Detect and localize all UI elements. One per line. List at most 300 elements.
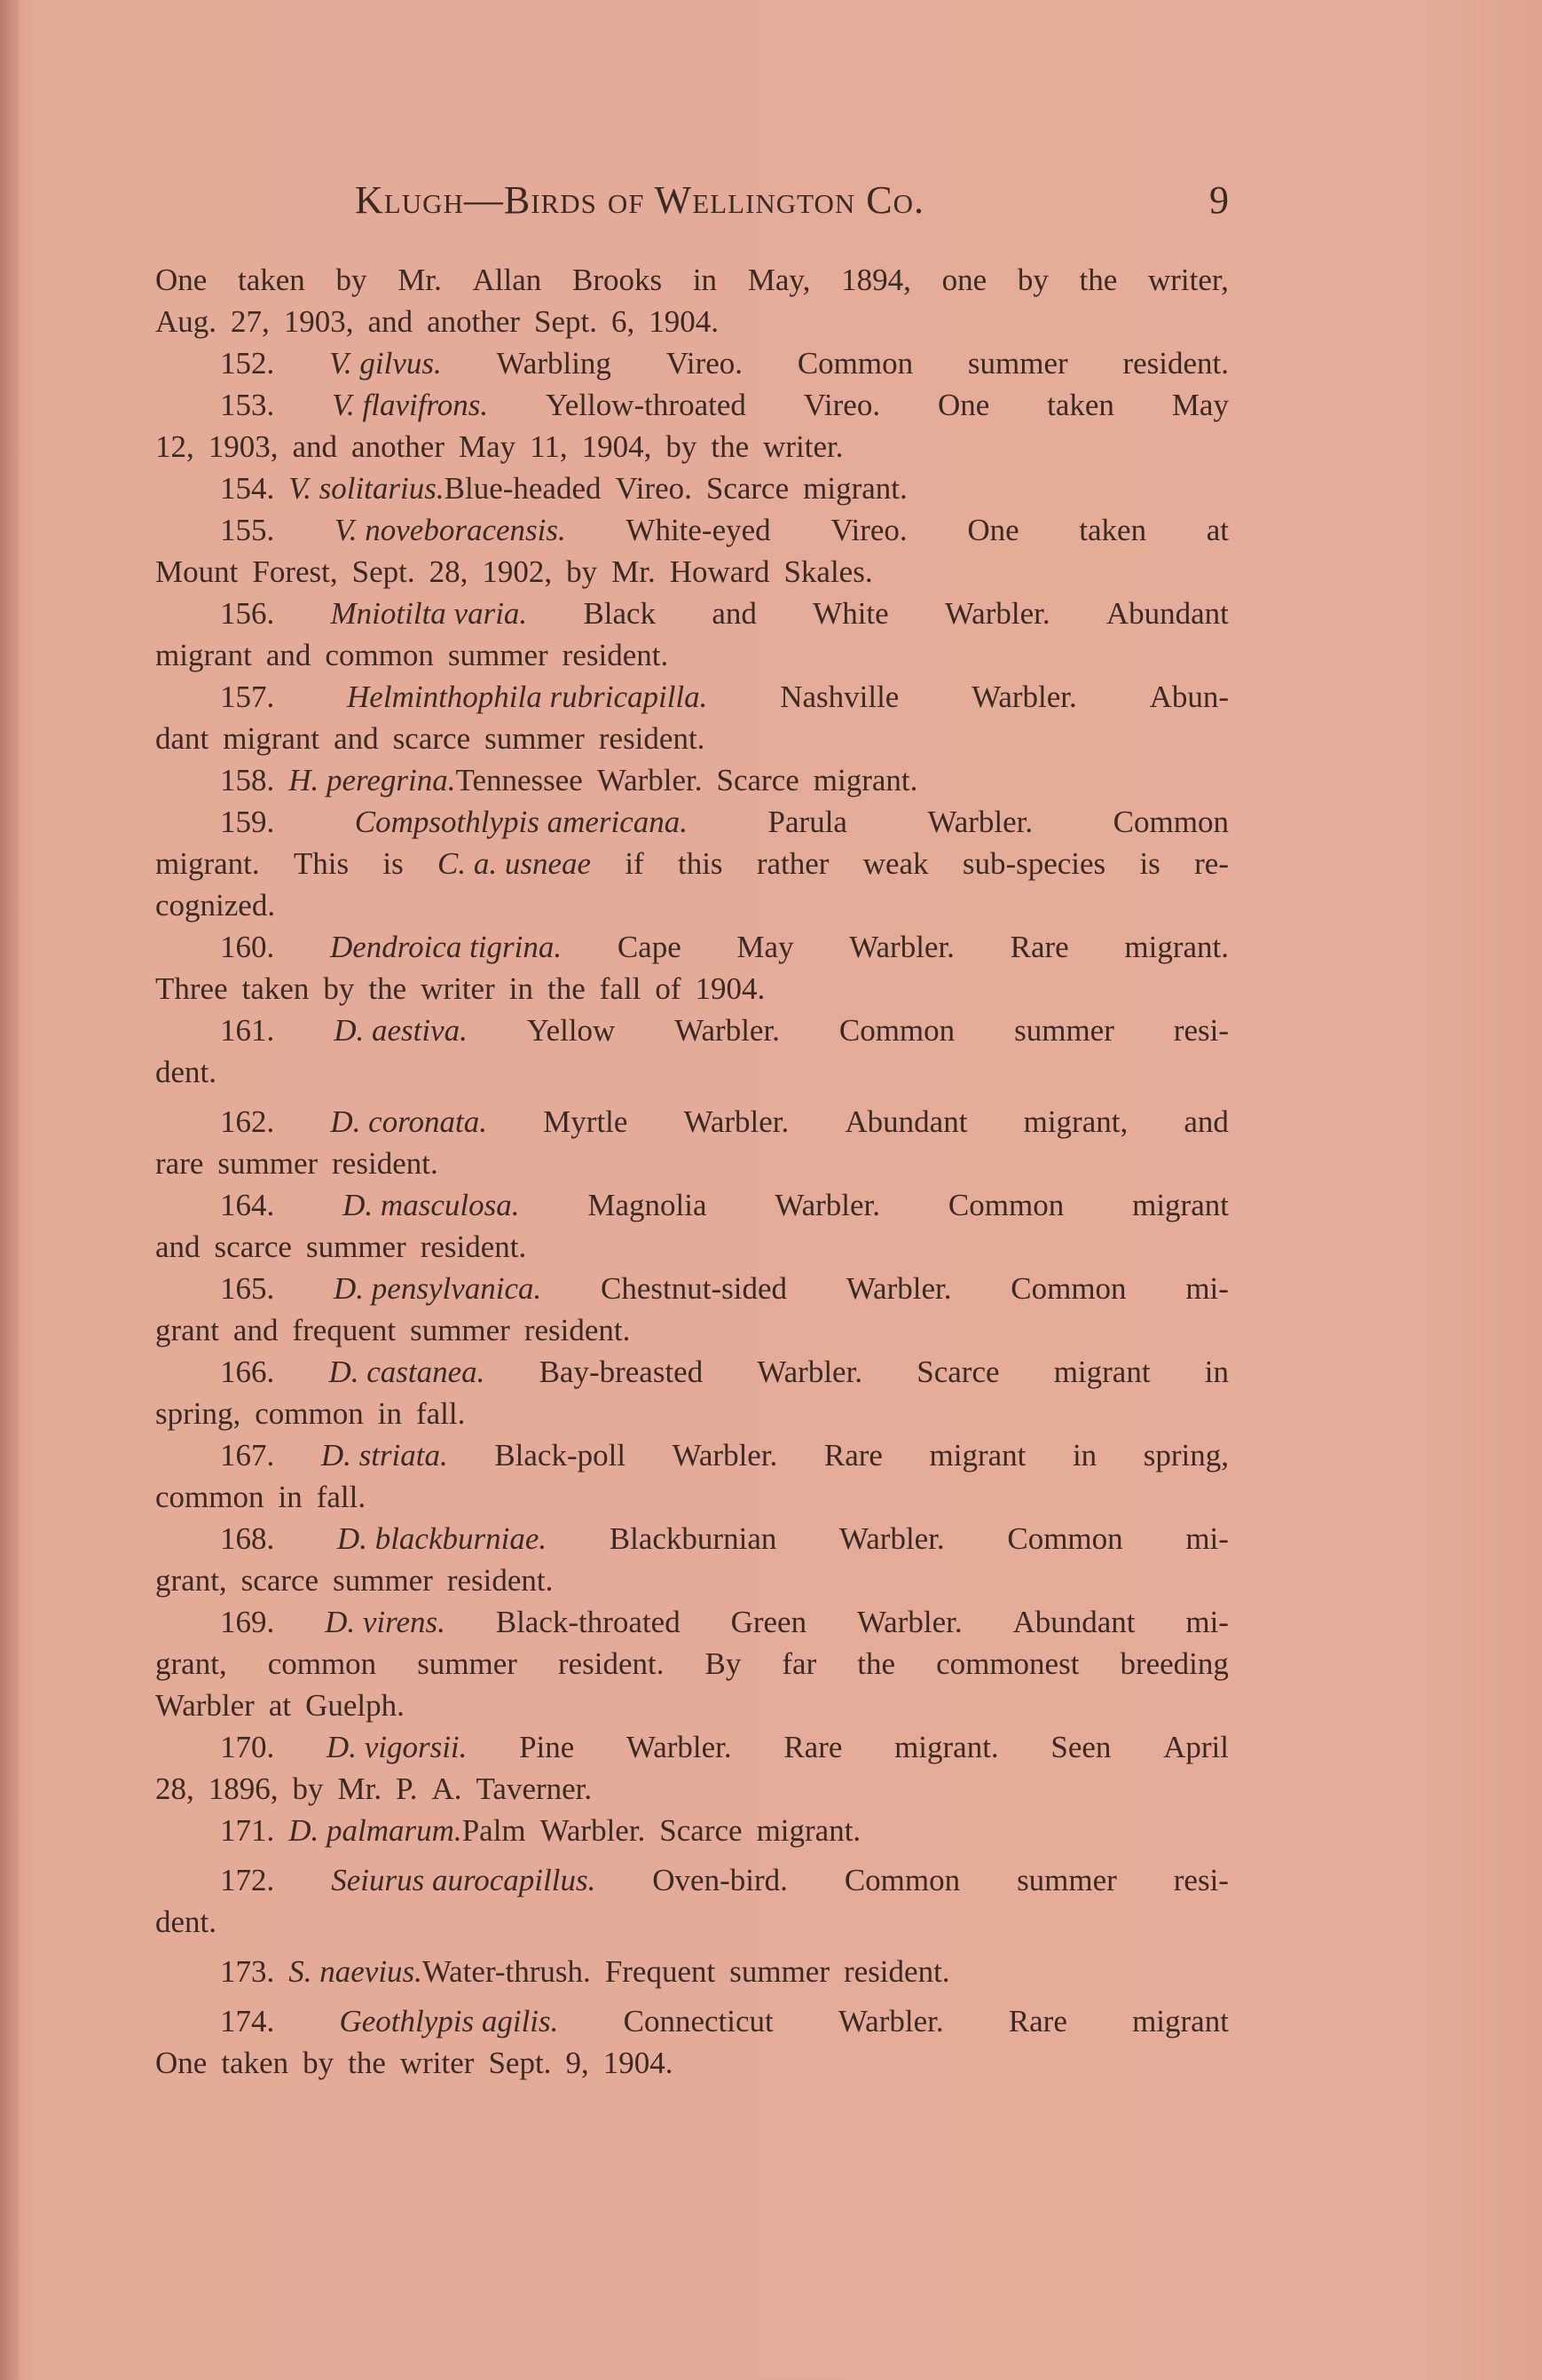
species-name: Seiurus aurocapillus. [331, 1863, 596, 1897]
word: resident. [523, 1313, 631, 1347]
species-name: Mniotilta varia. [330, 596, 528, 631]
word: Cape [617, 930, 681, 964]
word: taken [221, 2046, 289, 2080]
word: dent. [155, 1905, 217, 1939]
word: One [937, 388, 990, 422]
entry-number: 157. [220, 679, 275, 714]
species-name: D. virens. [325, 1605, 445, 1639]
word: commonest [936, 1646, 1080, 1681]
word: resident. [598, 721, 705, 756]
word: Blackburnian [609, 1521, 777, 1556]
word: weak [862, 846, 929, 881]
text-line [155, 1146, 1229, 1188]
word: by [566, 554, 598, 589]
entry-number: 173. [220, 1954, 275, 1989]
word: Mr. [611, 554, 656, 589]
species-name: Dendroica tigrina. [329, 930, 563, 964]
text-line [155, 763, 1229, 805]
word: resident. [420, 1229, 527, 1264]
text-line [155, 1563, 1229, 1605]
word: scarce [240, 1563, 319, 1598]
species-name: V. noveboracensis. [334, 513, 566, 547]
entry-number: 168. [220, 1521, 275, 1556]
species-name: D. palmarum. [288, 1813, 462, 1848]
word: writer, [1147, 263, 1229, 297]
word: P. [396, 1771, 418, 1806]
word: Nashville [780, 679, 900, 714]
text-line [155, 1104, 1229, 1146]
word: in [692, 263, 718, 297]
word: Allan [472, 263, 542, 297]
entry-number: 153. [220, 388, 275, 422]
entry-number: 155. [220, 513, 275, 547]
entry-number: 167. [220, 1438, 275, 1473]
word: the [857, 1646, 896, 1681]
word: resi- [1173, 1863, 1229, 1897]
text-line [155, 930, 1229, 971]
page-binding-edge [0, 0, 20, 2380]
word: Abundant [1105, 596, 1229, 631]
word: 6, [611, 304, 635, 339]
word: Abundant [845, 1104, 968, 1139]
word: dant [155, 721, 209, 756]
word: Warbling [496, 346, 611, 381]
entry-number: 152. [220, 346, 275, 381]
word: and [1184, 1104, 1229, 1139]
word: mi- [1185, 1271, 1229, 1306]
word: Common [838, 1013, 956, 1048]
text-line [155, 1605, 1229, 1646]
word: Mr. [337, 1771, 382, 1806]
word: Warbler. [856, 1605, 963, 1639]
word: resident. [844, 1954, 950, 1989]
word: and [712, 596, 757, 631]
text-line [155, 846, 1229, 888]
word: fall [599, 971, 641, 1006]
word: Warbler. [596, 763, 703, 797]
word: resident. [446, 1563, 554, 1598]
word: resident. [562, 638, 669, 672]
text-line [155, 1730, 1229, 1771]
word: 1904. [602, 2046, 673, 2080]
word: cognized. [155, 888, 276, 923]
species-name: Geothlypis agilis. [339, 2004, 559, 2038]
word: Common [1011, 1271, 1127, 1306]
word: migrant. [813, 763, 918, 797]
word: One [155, 263, 208, 297]
word: Sept. [534, 304, 598, 339]
word: spring, [155, 1396, 241, 1431]
entry-number: 166. [220, 1355, 275, 1389]
word: one [941, 263, 987, 297]
word: summer [305, 1229, 406, 1264]
text-line [155, 304, 1229, 346]
word: this [677, 846, 723, 881]
word: writer [421, 971, 495, 1006]
text-line [155, 888, 1229, 930]
word: Common [797, 346, 914, 381]
entry-number: 159. [220, 805, 275, 839]
word: White [813, 596, 889, 631]
text-line [155, 1229, 1229, 1271]
species-name: D. aestiva. [334, 1013, 468, 1048]
word: Scarce [917, 1355, 1000, 1389]
species-name: Helminthophila rubricapilla. [347, 679, 708, 714]
species-name: C. a. usneae [437, 846, 592, 881]
word: rare [155, 1146, 204, 1181]
word: summer [1014, 1013, 1114, 1048]
word: by [323, 971, 355, 1006]
word: the [547, 971, 586, 1006]
word: Brooks [572, 263, 663, 297]
word: Black-throated [495, 1605, 681, 1639]
word: far [782, 1646, 817, 1681]
word: summer [217, 1146, 319, 1181]
word: Warbler. [625, 1730, 732, 1764]
word: Warbler [155, 1688, 255, 1723]
word: 1896, [208, 1771, 279, 1806]
word: Common [1113, 805, 1229, 839]
word: taken [1047, 388, 1114, 422]
word: and [232, 1313, 279, 1347]
word: Black-poll [494, 1438, 626, 1473]
word: at [1206, 513, 1229, 547]
word: another [427, 304, 521, 339]
word: Seen [1050, 1730, 1112, 1764]
text-line [155, 1480, 1229, 1521]
word: mi- [1185, 1521, 1229, 1556]
word: Warbler. [839, 1521, 945, 1556]
word: Sept. [351, 554, 415, 589]
word: 28, [429, 554, 468, 589]
word: migrant. [803, 471, 908, 506]
page-number: 9 [1209, 178, 1229, 222]
word: migrant [155, 638, 252, 672]
word: Howard [669, 554, 770, 589]
word: May [1171, 388, 1229, 422]
word: Rare [1010, 930, 1069, 964]
word: Rare [783, 1730, 843, 1764]
word: Warbler. [944, 596, 1050, 631]
word: frequent [292, 1313, 397, 1347]
word: migrant [223, 721, 320, 756]
word: resi- [1173, 1013, 1229, 1048]
word: April [1163, 1730, 1229, 1764]
word: Warbler. [539, 1813, 646, 1848]
word: Green [730, 1605, 807, 1639]
word: May [736, 930, 794, 964]
word: re- [1194, 846, 1229, 881]
text-line [155, 429, 1229, 471]
entry-number: 160. [220, 930, 275, 964]
word: fall. [415, 1396, 466, 1431]
word: One [967, 513, 1019, 547]
word: if [625, 846, 644, 881]
word: in [508, 971, 533, 1006]
word: Pine [519, 1730, 575, 1764]
word: migrant [1132, 1188, 1229, 1222]
word: migrant [929, 1438, 1027, 1473]
species-name: D. castanea. [328, 1355, 485, 1389]
text-line [155, 1688, 1229, 1730]
word: Warbler. [927, 805, 1034, 839]
species-name: D. pensylvanica. [334, 1271, 542, 1306]
text-line [155, 1055, 1229, 1096]
word: by [335, 263, 367, 297]
word: Skales. [783, 554, 873, 589]
word: A. [431, 1771, 462, 1806]
text-line [155, 721, 1229, 763]
text-line [155, 1813, 1229, 1855]
word: by [292, 1771, 324, 1806]
text-line [155, 554, 1229, 596]
text-line [155, 1271, 1229, 1313]
word: migrant. [894, 1730, 999, 1764]
word: 1903, [208, 429, 279, 464]
entry-number: 172. [220, 1863, 275, 1897]
word: scarce [214, 1229, 292, 1264]
word: in [1204, 1355, 1229, 1389]
word: Rare [1008, 2004, 1067, 2038]
text-line [155, 1521, 1229, 1563]
word: Scarce [716, 763, 799, 797]
word: White-eyed [625, 513, 771, 547]
text-line [155, 805, 1229, 846]
word: grant, [155, 1646, 227, 1681]
word: Guelph. [305, 1688, 405, 1723]
text-line [155, 1646, 1229, 1688]
page-header [155, 177, 1229, 240]
word: Warbler. [683, 1104, 790, 1139]
species-name: Compsothlypis americana. [354, 805, 688, 839]
word: and [265, 638, 311, 672]
word: Forest, [252, 554, 338, 589]
word: summer [1017, 1863, 1117, 1897]
word: Warbler. [846, 1271, 952, 1306]
text-line [155, 1954, 1229, 1996]
text-line [155, 1905, 1229, 1946]
word: the [1079, 263, 1118, 297]
word: by [303, 2046, 334, 2080]
word: resident. [1122, 346, 1229, 381]
word: Vireo. [803, 388, 881, 422]
word: Frequent [604, 1954, 716, 1989]
word: summer [333, 1563, 433, 1598]
word: summer [729, 1954, 830, 1989]
word: Scarce [705, 471, 790, 506]
word: Warbler. [775, 1188, 881, 1222]
word: One [155, 2046, 208, 2080]
word: May, [747, 263, 811, 297]
entry-number: 174. [220, 2004, 275, 2038]
word: Sept. [488, 2046, 552, 2080]
word: Connecticut [623, 2004, 774, 2038]
word: Black [583, 596, 657, 631]
word: summer [484, 721, 585, 756]
word: Palm [461, 1813, 526, 1848]
word: and [367, 304, 413, 339]
word: Abundant [1012, 1605, 1136, 1639]
entry-number: 170. [220, 1730, 275, 1764]
word: Mount [155, 554, 239, 589]
word: Common [844, 1863, 961, 1897]
word: 27, [231, 304, 270, 339]
entry-number: 162. [220, 1104, 275, 1139]
word: taken [1079, 513, 1147, 547]
text-line [155, 1863, 1229, 1905]
word: This [293, 846, 350, 881]
word: grant [155, 1313, 219, 1347]
word: Yellow [526, 1013, 616, 1048]
word: Bay-breasted [539, 1355, 704, 1389]
word: writer [399, 2046, 475, 2080]
word: Vireo. [615, 471, 692, 506]
text-line [155, 1396, 1229, 1438]
word: scarce [392, 721, 471, 756]
text-line [155, 513, 1229, 554]
text-line [155, 596, 1229, 638]
species-name: V. flavifrons. [332, 388, 489, 422]
word: Chestnut-sided [601, 1271, 788, 1306]
word: Oven-bird. [652, 1863, 788, 1897]
entry-number: 165. [220, 1271, 275, 1306]
word: another [351, 429, 445, 464]
word: 9, [565, 2046, 589, 2080]
word: is [1139, 846, 1160, 881]
species-name: S. naevius. [288, 1954, 422, 1989]
word: Warbler. [672, 1438, 778, 1473]
word: breeding [1120, 1646, 1229, 1681]
text-line [155, 679, 1229, 721]
text-line [155, 2004, 1229, 2046]
word: in [377, 1396, 402, 1431]
word: taken [241, 971, 310, 1006]
word: 12, [155, 429, 194, 464]
word: Common [948, 1188, 1065, 1222]
word: Three [155, 971, 228, 1006]
text-line [155, 1313, 1229, 1355]
word: of [655, 971, 681, 1006]
word: the [368, 971, 407, 1006]
species-name: H. peregrina. [288, 763, 456, 797]
word: dent. [155, 1055, 217, 1089]
word: Parula [767, 805, 847, 839]
text-line [155, 346, 1229, 388]
word: in [1072, 1438, 1097, 1473]
word: fall. [316, 1480, 366, 1514]
word: Common [1007, 1521, 1123, 1556]
species-name: D. striata. [320, 1438, 448, 1473]
text-line [155, 1438, 1229, 1480]
word: migrant, [1023, 1104, 1129, 1139]
word: migrant. [1124, 930, 1229, 964]
word: summer [447, 638, 548, 672]
word: and [155, 1229, 201, 1264]
word: 1903, [283, 304, 354, 339]
word: 28, [155, 1771, 194, 1806]
word: By [704, 1646, 742, 1681]
text-line [155, 2046, 1229, 2087]
species-name: V. gilvus. [329, 346, 442, 381]
entry-number: 169. [220, 1605, 275, 1639]
text-line [155, 263, 1229, 304]
entry-number: 154. [220, 471, 275, 506]
word: the [348, 2046, 386, 2080]
word: Taverner. [476, 1771, 593, 1806]
word: Rare [823, 1438, 883, 1473]
word: Mr. [397, 263, 442, 297]
body-text [155, 263, 1229, 2087]
word: Abun- [1149, 679, 1229, 714]
word: and [292, 429, 338, 464]
text-line [155, 471, 1229, 513]
word: Scarce [659, 1813, 743, 1848]
word: Warbler. [849, 930, 955, 964]
word: Yellow-throated [546, 388, 746, 422]
word: May [459, 429, 516, 464]
word: migrant. [756, 1813, 861, 1848]
word: 11, [530, 429, 568, 464]
word: common [267, 1646, 377, 1681]
word: and [334, 721, 379, 756]
word: Warbler. [972, 679, 1077, 714]
word: spring, [1143, 1438, 1229, 1473]
word: rather [756, 846, 830, 881]
text-line [155, 1188, 1229, 1229]
species-name: D. masculosa. [342, 1188, 520, 1222]
text-line [155, 971, 1229, 1013]
word: writer. [763, 429, 844, 464]
running-title: Klugh—Birds of Wellington Co. [355, 178, 925, 222]
word: summer [410, 1313, 510, 1347]
word: is [382, 846, 404, 881]
word: 1902, [482, 554, 553, 589]
word: summer [417, 1646, 517, 1681]
entry-number: 171. [220, 1813, 275, 1848]
entry-number: 156. [220, 596, 275, 631]
text-line [155, 1355, 1229, 1396]
species-name: D. blackburniae. [336, 1521, 547, 1556]
word: migrant [1053, 1355, 1151, 1389]
entry-number: 158. [220, 763, 275, 797]
species-name: V. solitarius. [288, 471, 445, 506]
word: common [325, 638, 434, 672]
word: Aug. [155, 304, 217, 339]
word: Vireo. [665, 346, 743, 381]
text-line [155, 638, 1229, 679]
text-line [155, 1771, 1229, 1813]
species-name: D. coronata. [330, 1104, 488, 1139]
word: mi- [1185, 1605, 1229, 1639]
word: taken [238, 263, 305, 297]
species-name: D. vigorsii. [326, 1730, 468, 1764]
word: 1904. [649, 304, 720, 339]
word: Myrtle [543, 1104, 628, 1139]
word: Magnolia [587, 1188, 707, 1222]
word: common [155, 1480, 264, 1514]
word: resident. [332, 1146, 438, 1181]
text-line [155, 388, 1229, 429]
word: Warbler. [757, 1355, 863, 1389]
word: resident. [557, 1646, 665, 1681]
word: Vireo. [830, 513, 908, 547]
text-line [155, 1013, 1229, 1055]
word: migrant. [155, 846, 260, 881]
word: summer [967, 346, 1068, 381]
entry-number: 164. [220, 1188, 275, 1222]
word: at [268, 1688, 292, 1723]
word: 1904, [581, 429, 652, 464]
